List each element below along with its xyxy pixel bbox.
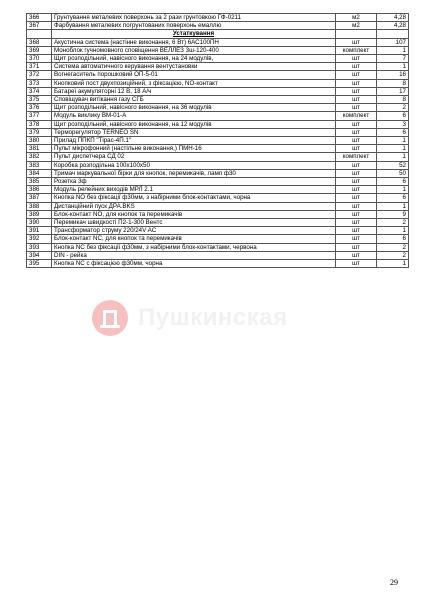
page-number: 29 <box>390 578 398 587</box>
cell-num <box>27 30 52 38</box>
cell-num: 388 <box>27 202 52 210</box>
cell-qty: 1 <box>377 145 409 153</box>
cell-unit: шт <box>336 120 377 128</box>
cell-unit: шт <box>336 235 377 243</box>
cell-qty: 107 <box>377 38 409 46</box>
cell-qty: 1 <box>377 137 409 145</box>
cell-name: Кнопка NC с фіксацією ф30мм, чорна <box>52 260 336 268</box>
cell-name: Батареї акумуляторні 12 В, 18 А/ч <box>52 87 336 95</box>
cell-name: DIN - рейка <box>52 251 336 259</box>
cell-qty: 6 <box>377 128 409 136</box>
cell-name: Кнопковий пост двухпозиційний, з фіксацією, NO-контакт <box>52 79 336 87</box>
cell-unit: шт <box>336 87 377 95</box>
cell-qty: 2 <box>377 243 409 251</box>
cell-name: Прилад ППКП "Тірас-4П.1" <box>52 137 336 145</box>
section-header-row <box>27 30 409 38</box>
cell-qty: 1 <box>377 186 409 194</box>
cell-num: 385 <box>27 178 52 186</box>
cell-name: Модуль релейних виходів МРЛ 2.1 <box>52 186 336 194</box>
cell-name: Терморегулятор TERNEO SN <box>52 128 336 136</box>
cell-name: Трансформатор струму 220/24V AC <box>52 227 336 235</box>
cell-unit: шт <box>336 202 377 210</box>
cell-qty: 7 <box>377 55 409 63</box>
cell-num: 380 <box>27 137 52 145</box>
cell-qty: 6 <box>377 235 409 243</box>
cell-num: 378 <box>27 120 52 128</box>
cell-num: 386 <box>27 186 52 194</box>
table-row <box>27 260 409 268</box>
cell-qty: 2 <box>377 104 409 112</box>
cell-num: 393 <box>27 243 52 251</box>
cell-qty: 2 <box>377 219 409 227</box>
cell-qty: 8 <box>377 79 409 87</box>
table-row <box>27 128 409 136</box>
cell-qty: 1 <box>377 260 409 268</box>
cell-num: 392 <box>27 235 52 243</box>
cell-name: Блок-контакт NO, для кнопок та перемикачів <box>52 210 336 218</box>
cell-name: Фарбування металевих погрунтованих поверхонь емаллю <box>52 22 336 30</box>
cell-name: Щит розподільний, навісного виконання, на 12 модулів <box>52 120 336 128</box>
cell-num: 366 <box>27 14 52 22</box>
cell-qty: 1 <box>377 227 409 235</box>
cell-qty: 6 <box>377 194 409 202</box>
cell-qty: 6 <box>377 178 409 186</box>
cell-num: 384 <box>27 169 52 177</box>
cell-qty: 1 <box>377 202 409 210</box>
cell-qty: 3 <box>377 120 409 128</box>
cell-unit: м2 <box>336 14 377 22</box>
cell-qty: 8 <box>377 96 409 104</box>
table-row <box>27 14 409 22</box>
cell-qty: 9 <box>377 210 409 218</box>
cell-qty: 4,28 <box>377 14 409 22</box>
cell-num: 367 <box>27 22 52 30</box>
table-row <box>27 243 409 251</box>
cell-name: Моноблок гучномовного сповіщення ВЕЛЛЕЗ 3ш-120-400 <box>52 46 336 54</box>
cell-name: Система автоматичного керування вентустановки <box>52 63 336 71</box>
cell-qty: 17 <box>377 87 409 95</box>
cell-unit: шт <box>336 227 377 235</box>
cell-qty: 6 <box>377 112 409 120</box>
table-row <box>27 145 409 153</box>
cell-qty: 50 <box>377 169 409 177</box>
cell-num: 376 <box>27 104 52 112</box>
watermark <box>92 300 288 336</box>
table-row <box>27 22 409 30</box>
table-row <box>27 227 409 235</box>
cell-name: Пульт диспетчера СД 02 <box>52 153 336 161</box>
cell-name: Вогнегаситель порошковий ОП-5-01 <box>52 71 336 79</box>
cell-qty <box>377 30 409 38</box>
cell-name: Коробка розподільна 100х100х50 <box>52 161 336 169</box>
cell-unit: шт <box>336 137 377 145</box>
table-row <box>27 186 409 194</box>
cell-qty: 2 <box>377 251 409 259</box>
cell-num: 390 <box>27 219 52 227</box>
cell-unit: шт <box>336 186 377 194</box>
table-row <box>27 178 409 186</box>
cell-unit: комплект <box>336 153 377 161</box>
cell-qty: 4,28 <box>377 22 409 30</box>
cell-name: Модуль виклику ВМ-01-А <box>52 112 336 120</box>
cell-num: 375 <box>27 96 52 104</box>
table-row <box>27 202 409 210</box>
cell-num: 373 <box>27 79 52 87</box>
cell-num: 381 <box>27 145 52 153</box>
cell-num: 394 <box>27 251 52 259</box>
cell-qty: 1 <box>377 46 409 54</box>
table-body <box>27 14 409 268</box>
cell-unit: шт <box>336 145 377 153</box>
cell-name: Грунтування металевих поверхонь за 2 рази грунтовкою ГФ-0211 <box>52 14 336 22</box>
cell-unit: шт <box>336 178 377 186</box>
cell-name: Устаткування <box>52 30 336 38</box>
cell-name: Пульт мікрофонний (настільне виконання,) ПМН-16 <box>52 145 336 153</box>
cell-name: Щит розподільний, навісного виконання, на 36 модулів <box>52 104 336 112</box>
cell-unit: шт <box>336 219 377 227</box>
cell-unit: шт <box>336 79 377 87</box>
cell-num: 374 <box>27 87 52 95</box>
table-row <box>27 235 409 243</box>
cell-num: 372 <box>27 71 52 79</box>
cell-unit: шт <box>336 210 377 218</box>
table-row <box>27 46 409 54</box>
table-row <box>27 194 409 202</box>
cell-num: 368 <box>27 38 52 46</box>
cell-name: Дистанційний пуск ДРА.BKS <box>52 202 336 210</box>
table-row <box>27 219 409 227</box>
table-row <box>27 79 409 87</box>
cell-name: Сповіщувач витікання газу СГБ <box>52 96 336 104</box>
cell-unit: шт <box>336 104 377 112</box>
table-row <box>27 169 409 177</box>
table-row <box>27 112 409 120</box>
cell-unit: шт <box>336 96 377 104</box>
table-row <box>27 38 409 46</box>
cell-num: 382 <box>27 153 52 161</box>
cell-num: 379 <box>27 128 52 136</box>
table-row <box>27 153 409 161</box>
cell-qty: 1 <box>377 63 409 71</box>
table-row <box>27 96 409 104</box>
cell-unit: шт <box>336 169 377 177</box>
table-row <box>27 161 409 169</box>
cell-num: 391 <box>27 227 52 235</box>
cell-num: 383 <box>27 161 52 169</box>
cell-unit: шт <box>336 55 377 63</box>
cell-num: 377 <box>27 112 52 120</box>
specification-sheet <box>26 13 408 268</box>
table-row <box>27 251 409 259</box>
table-row <box>27 120 409 128</box>
cell-num: 371 <box>27 63 52 71</box>
cell-unit <box>336 30 377 38</box>
cell-unit: комплект <box>336 112 377 120</box>
cell-unit: м2 <box>336 22 377 30</box>
cell-name: Розетка 3ф <box>52 178 336 186</box>
cell-unit: шт <box>336 38 377 46</box>
cell-name: Кнопка NO без фіксації ф30мм, з набірними блок-контактами, чорна <box>52 194 336 202</box>
cell-unit: шт <box>336 63 377 71</box>
specification-table <box>26 13 409 268</box>
cell-unit: шт <box>336 260 377 268</box>
cell-qty: 1 <box>377 153 409 161</box>
watermark-text: Пушкинская <box>138 304 288 331</box>
cell-name: Перемикач швидкості П2-1-300 Вентс <box>52 219 336 227</box>
cell-qty: 16 <box>377 71 409 79</box>
cell-qty: 52 <box>377 161 409 169</box>
cell-name: Щит розподільний, навісного виконання, на 24 модулів, <box>52 55 336 63</box>
table-row <box>27 63 409 71</box>
table-row <box>27 87 409 95</box>
table-row <box>27 55 409 63</box>
cell-unit: комплект <box>336 46 377 54</box>
cell-unit: шт <box>336 161 377 169</box>
cell-name: Блок-контакт NC, для кнопок та перемикачів <box>52 235 336 243</box>
cell-unit: шт <box>336 128 377 136</box>
cell-unit: шт <box>336 194 377 202</box>
cell-num: 370 <box>27 55 52 63</box>
cell-unit: шт <box>336 251 377 259</box>
table-row <box>27 210 409 218</box>
table-row <box>27 71 409 79</box>
cell-num: 369 <box>27 46 52 54</box>
watermark-logo-icon <box>92 300 128 336</box>
cell-num: 389 <box>27 210 52 218</box>
cell-name: Кнопка NC без фіксації ф30мм, з набірними блок-контактами, червона <box>52 243 336 251</box>
cell-num: 387 <box>27 194 52 202</box>
cell-name: Тримач маркувальної бірки для кнопок, перемикачів, ламп ф30 <box>52 169 336 177</box>
cell-name: Акустична система (настінне виконання, 6 Вт) 6АС100ПН <box>52 38 336 46</box>
table-row <box>27 137 409 145</box>
cell-unit: шт <box>336 243 377 251</box>
cell-num: 395 <box>27 260 52 268</box>
cell-unit: шт <box>336 71 377 79</box>
table-row <box>27 104 409 112</box>
